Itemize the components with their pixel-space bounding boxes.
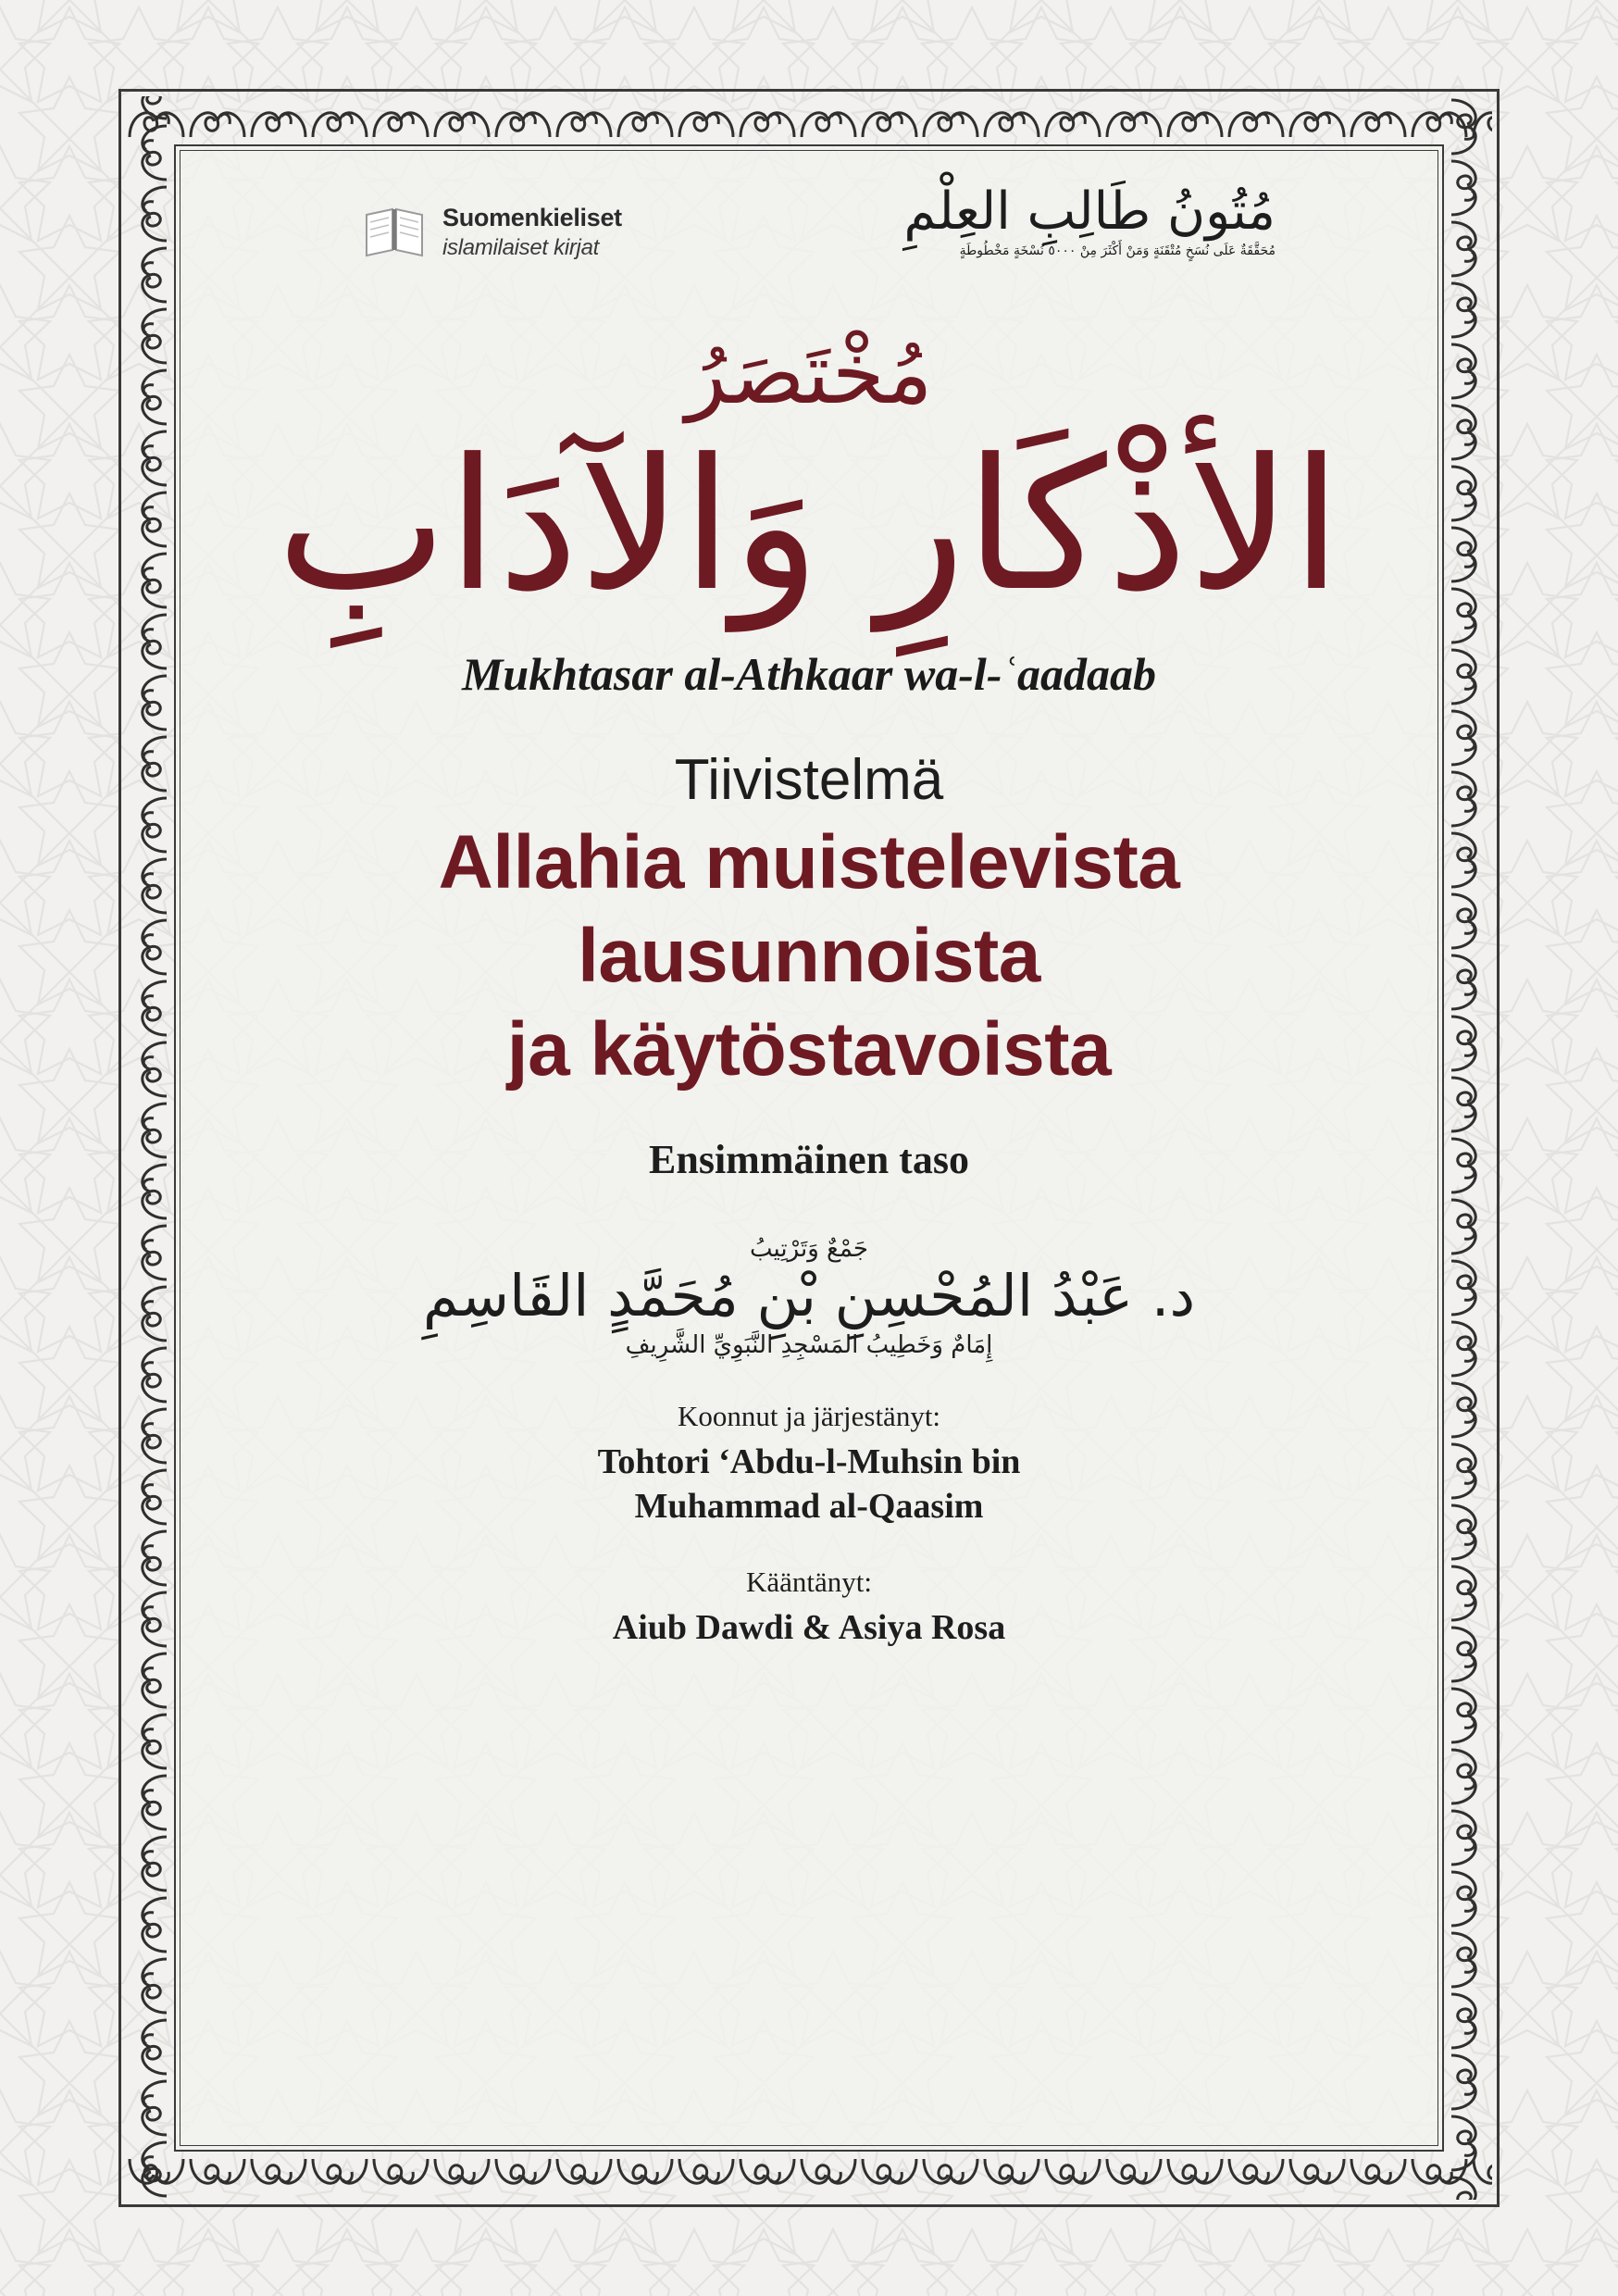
compiler-label: Koonnut ja järjestänyt: bbox=[677, 1400, 941, 1433]
finnish-title-line-3: ja käytöstavoista bbox=[506, 1006, 1112, 1092]
finnish-title-line-2: lausunnoista bbox=[578, 913, 1040, 998]
series-seal bbox=[903, 181, 1276, 258]
compiler-name-line-2: Muhammad al-Qaasim bbox=[634, 1486, 984, 1526]
publisher-line-2: islamilaiset kirjat bbox=[442, 234, 600, 260]
transliterated-title: Mukhtasar al-Athkaar wa-l-ʿaadaab bbox=[461, 648, 1157, 701]
author-arabic-prefix: جَمْعٌ وَتَرْتِيبُ bbox=[750, 1234, 868, 1263]
series-seal-arabic: مُتُونُ طَالِبِ العِلْمِ bbox=[903, 181, 1276, 242]
translator-names: Aiub Dawdi & Asiya Rosa bbox=[612, 1608, 1006, 1648]
cover-content bbox=[185, 157, 1433, 2140]
finnish-subtitle: Tiivistelmä bbox=[674, 748, 944, 813]
author-arabic-name: د. عَبْدُ المُحْسِنِ بْنِ مُحَمَّدٍ القَاسِمِ bbox=[422, 1261, 1196, 1329]
compiler-name-line-1: Tohtori ‘Abdu-l-Muhsin bin bbox=[597, 1442, 1021, 1482]
series-seal-arabic-sub: مُحَقَّقَةٌ عَلَى نُسَخٍ مُتْقَنَةٍ وَمَنْ أَكْثَرَ مِنْ ٥٠٠٠ نُسْخَةٍ مَخْطُوطَةٍ bbox=[959, 243, 1276, 258]
open-book-icon bbox=[361, 198, 429, 267]
author-arabic-role: إِمَامٌ وَخَطِيبُ المَسْجِدِ النَّبَوِيِّ الشَّرِيفِ bbox=[625, 1331, 993, 1360]
level-label: Ensimmäinen taso bbox=[649, 1136, 969, 1182]
publisher-name bbox=[442, 203, 622, 262]
publisher-line-1: Suomenkieliset bbox=[442, 204, 622, 232]
cover-header-row bbox=[250, 181, 1368, 306]
finnish-title-line-1: Allahia muistelevista bbox=[438, 819, 1180, 905]
arabic-title-main: الأذْكَارِ وَالآدَابِ bbox=[276, 420, 1342, 631]
translator-label: Kääntänyt: bbox=[745, 1566, 872, 1599]
publisher-logo bbox=[361, 198, 622, 267]
arabic-title-small: مُخْتَصَرُ bbox=[685, 324, 933, 423]
